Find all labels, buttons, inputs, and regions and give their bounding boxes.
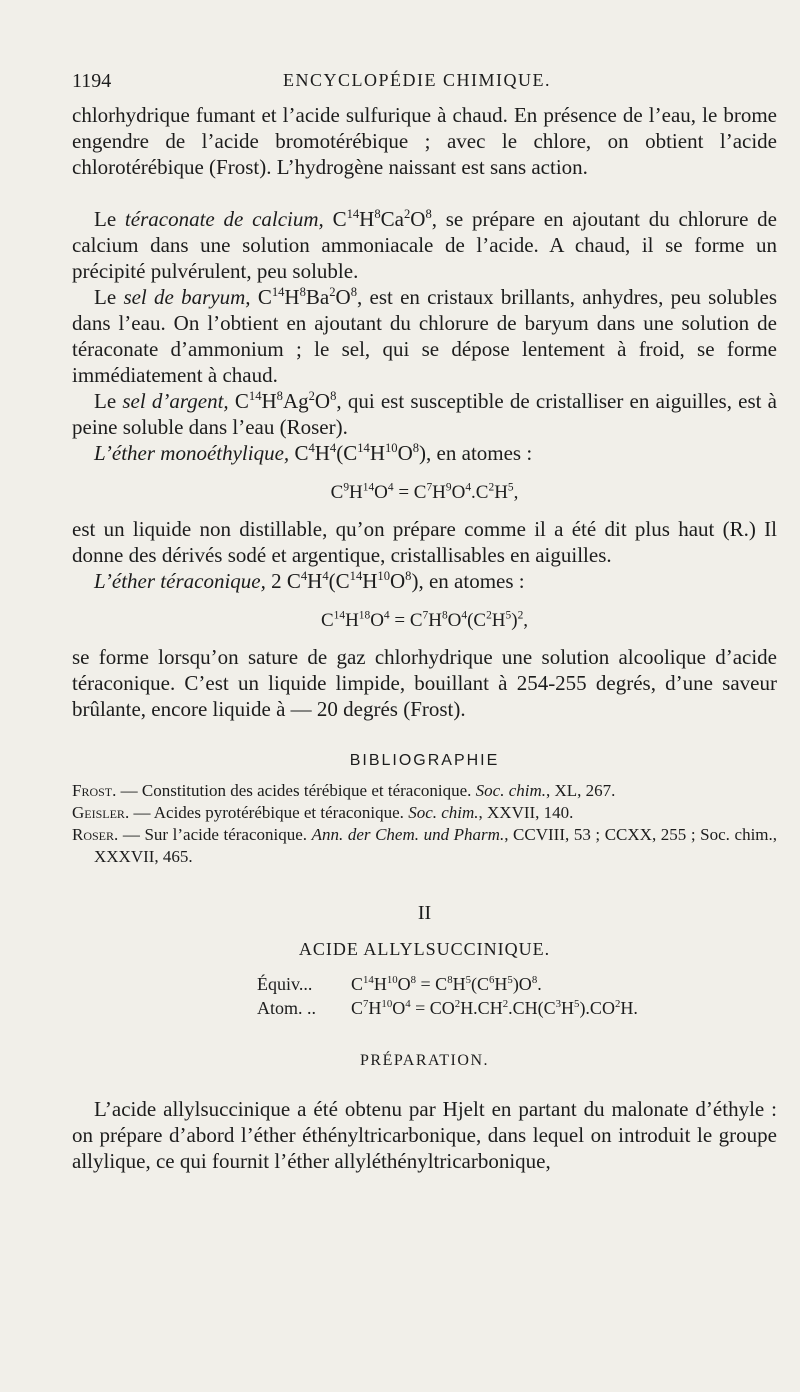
paragraph-calcium xyxy=(72,206,777,284)
paragraph-preparation: L’acide allylsuccinique a été obtenu par Hjelt en partant du malonate d’éthyle : on prépare d’abord l’éther éthényltricarbonique, dans lequel on introduit le groupe allylique, ce qui fournit l’éther allyléthényltricarbonique, xyxy=(72,1097,777,1173)
atom-row xyxy=(257,996,777,1020)
page-body xyxy=(72,102,777,1174)
bib-author: Geisler. xyxy=(72,803,130,822)
equiv-formula: $C^{14}H^{10}O^8 = C^8H^5(C^6H^5)O^8$. xyxy=(351,974,542,994)
compound-name: L’éther téraconique, xyxy=(94,569,266,593)
chemical-formula: $C^{14}H^8Ba^2O^8$ xyxy=(257,285,357,309)
lead-word: Le xyxy=(94,389,117,413)
bibliography-entry: Roser. — Sur l’acide téraconique. Ann. der Chem. und Pharm., CCVIII, 53 ; CCXX, 255 ; Soc. chim., XXXVII, 465. xyxy=(72,825,778,866)
bib-author: Roser. xyxy=(72,825,119,844)
chemical-formula: 2 $C^4H^4(C^{14}H^{10}O^8)$ xyxy=(271,569,419,593)
compound-name: téraconate de calcium, xyxy=(124,207,324,231)
page-header xyxy=(72,70,762,96)
compound-name: sel de baryum, xyxy=(123,285,251,309)
lead-word: Le xyxy=(94,207,117,231)
equiv-row xyxy=(257,972,777,996)
atom-formula: $C^{14}H^{18}O^4 = C^7H^8O^4(C^2H^5)^2$, xyxy=(320,609,529,631)
paragraph-text: , se prépare en ajoutant du chlorure de calcium dans une solution ammoniacale de l’acide. A chaud, il se forme un précipité pulvérulent, peu soluble. xyxy=(72,207,777,283)
lead-word: Le xyxy=(94,285,117,309)
section-number: II xyxy=(417,902,432,924)
bibliography-title: BIBLIOGRAPHIE xyxy=(349,752,500,769)
bibliography-list xyxy=(72,780,777,868)
paragraph-text: , en atomes : xyxy=(426,441,533,465)
formula-table xyxy=(257,972,777,1020)
paragraph-argent xyxy=(72,388,777,440)
subheading: PRÉPARATION. xyxy=(360,1052,489,1069)
compound-name: sel d’argent, xyxy=(122,389,229,413)
paragraph-text: , qui est susceptible de cristalliser en aiguilles, est à peine soluble dans l’eau (Roser). xyxy=(72,389,778,439)
paragraph-text: , est en cristaux brillants, anhydres, peu solubles dans l’eau. On l’obtient en ajoutant du chlorure de baryum dans une solution de téraconate d’ammonium ; le sel, qui se dépose lentement à froid, se forme immédiatement à chaud. xyxy=(72,285,778,387)
paragraph-continuation: chlorhydrique fumant et l’acide sulfurique à chaud. En présence de l’eau, le brome engendre de l’acide bromotérébique ; avec le chlore, on obtient l’acide chlorotérébique (Frost). L’hydrogène naissant est sans action. xyxy=(72,103,777,179)
compound-name: L’éther monoéthylique, xyxy=(94,441,290,465)
atom-formula: $C^9H^{14}O^4 = C^7H^9O^4.C^2H^5$, xyxy=(330,481,519,503)
running-title: ENCYCLOPÉDIE CHIMIQUE. xyxy=(283,70,551,90)
chemical-formula: $C^{14}H^8Ca^2O^8$ xyxy=(332,207,432,231)
atom-formula: $C^7H^{10}O^4 = CO^2H.CH^2.CH(C^3H^5).CO^2H$. xyxy=(351,998,638,1018)
equiv-label: Équiv... xyxy=(257,974,313,994)
paragraph-ether-mono xyxy=(72,440,777,466)
paragraph-ether-tera-after: se forme lorsqu’on sature de gaz chlorhydrique une solution alcoolique d’acide téraconique. C’est un liquide limpide, bouillant à 254-255 degrés, d’une saveur brûlante, encore liquide à — 20 degrés (Frost). xyxy=(72,645,777,721)
chemical-formula: $C^4H^4(C^{14}H^{10}O^8)$ xyxy=(294,441,427,465)
paragraph-ether-mono-after: est un liquide non distillable, qu’on prépare comme il a été dit plus haut (R.) Il donne des dérivés sodé et argentique, cristallisables en aiguilles. xyxy=(72,517,777,567)
paragraph-text: , en atomes : xyxy=(418,569,525,593)
atom-label: Atom. .. xyxy=(257,998,317,1018)
page-number: 1194 xyxy=(72,70,112,92)
chemical-formula: $C^{14}H^8Ag^2O^8$ xyxy=(234,389,337,413)
bibliography-entry: Geisler. — Acides pyrotérébique et téraconique. Soc. chim., XXVII, 140. xyxy=(72,803,574,822)
paragraph-baryum xyxy=(72,284,777,388)
paragraph-ether-tera xyxy=(72,568,777,594)
section-title: ACIDE ALLYLSUCCINIQUE. xyxy=(298,939,551,959)
bib-author: Frost. xyxy=(72,781,117,800)
bibliography-entry: Frost. — Constitution des acides térébique et téraconique. Soc. chim., XL, 267. xyxy=(72,781,616,800)
